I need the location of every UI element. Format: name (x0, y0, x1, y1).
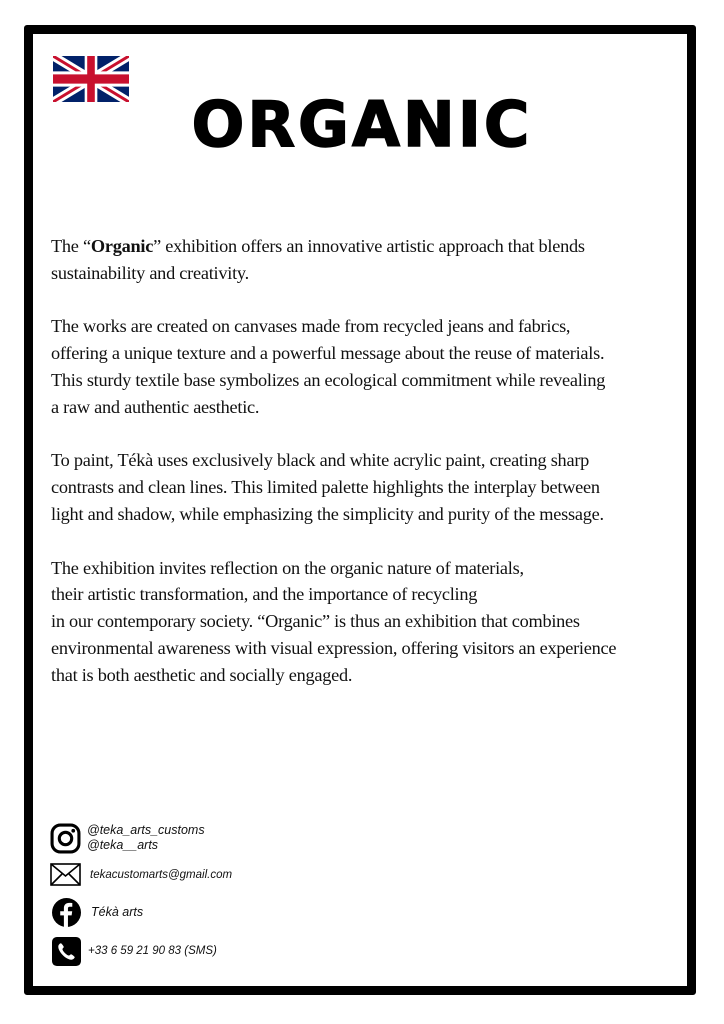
paragraph-paint (51, 447, 691, 527)
text-line: that is both aesthetic and socially engaged. (51, 664, 353, 685)
text-line: The “Organic” exhibition offers an innovative artistic approach that blends (51, 236, 585, 256)
envelope-icon (50, 863, 81, 886)
text-line: To paint, Tékà uses exclusively black and white acrylic paint, creating sharp (51, 450, 590, 471)
paragraph-canvases (51, 313, 691, 420)
paragraph-reflection (51, 555, 691, 689)
organic-bold: Organic (90, 236, 154, 256)
text-line: offering a unique texture and a powerful message about the reuse of materials. (51, 343, 605, 364)
text-line: a raw and authentic aesthetic. (51, 396, 260, 417)
text-line: in our contemporary society. “Organic” is thus an exhibition that combines (51, 611, 580, 632)
description-text (51, 233, 691, 715)
facebook-icon (52, 898, 81, 927)
text-line: This sturdy textile base symbolizes an ecological commitment while revealing (51, 369, 606, 390)
text-line: The works are created on canvases made from recycled jeans and fabrics, (51, 316, 571, 337)
instagram-handle[interactable]: @teka__arts (87, 838, 159, 852)
text-line: sustainability and creativity. (51, 262, 249, 283)
text-line: light and shadow, while emphasizing the simplicity and purity of the message. (51, 503, 604, 524)
page-title: ORGANIC (191, 88, 533, 161)
paragraph-intro (51, 233, 691, 287)
instagram-handle[interactable]: @teka_arts_customs (87, 823, 205, 837)
email-address[interactable]: tekacustomarts@gmail.com (90, 869, 233, 881)
phone-number[interactable]: +33 6 59 21 90 83 (SMS) (88, 945, 217, 957)
text-line: The exhibition invites reflection on the organic nature of materials, (51, 557, 524, 578)
instagram-icon (50, 823, 81, 854)
phone-icon (52, 937, 81, 966)
text-line: their artistic transformation, and the importance of recycling (51, 584, 478, 605)
text-line: environmental awareness with visual expression, offering visitors an experience (51, 637, 617, 658)
facebook-name[interactable]: Tékà arts (91, 905, 144, 919)
text-line: contrasts and clean lines. This limited palette highlights the interplay between (51, 477, 600, 498)
